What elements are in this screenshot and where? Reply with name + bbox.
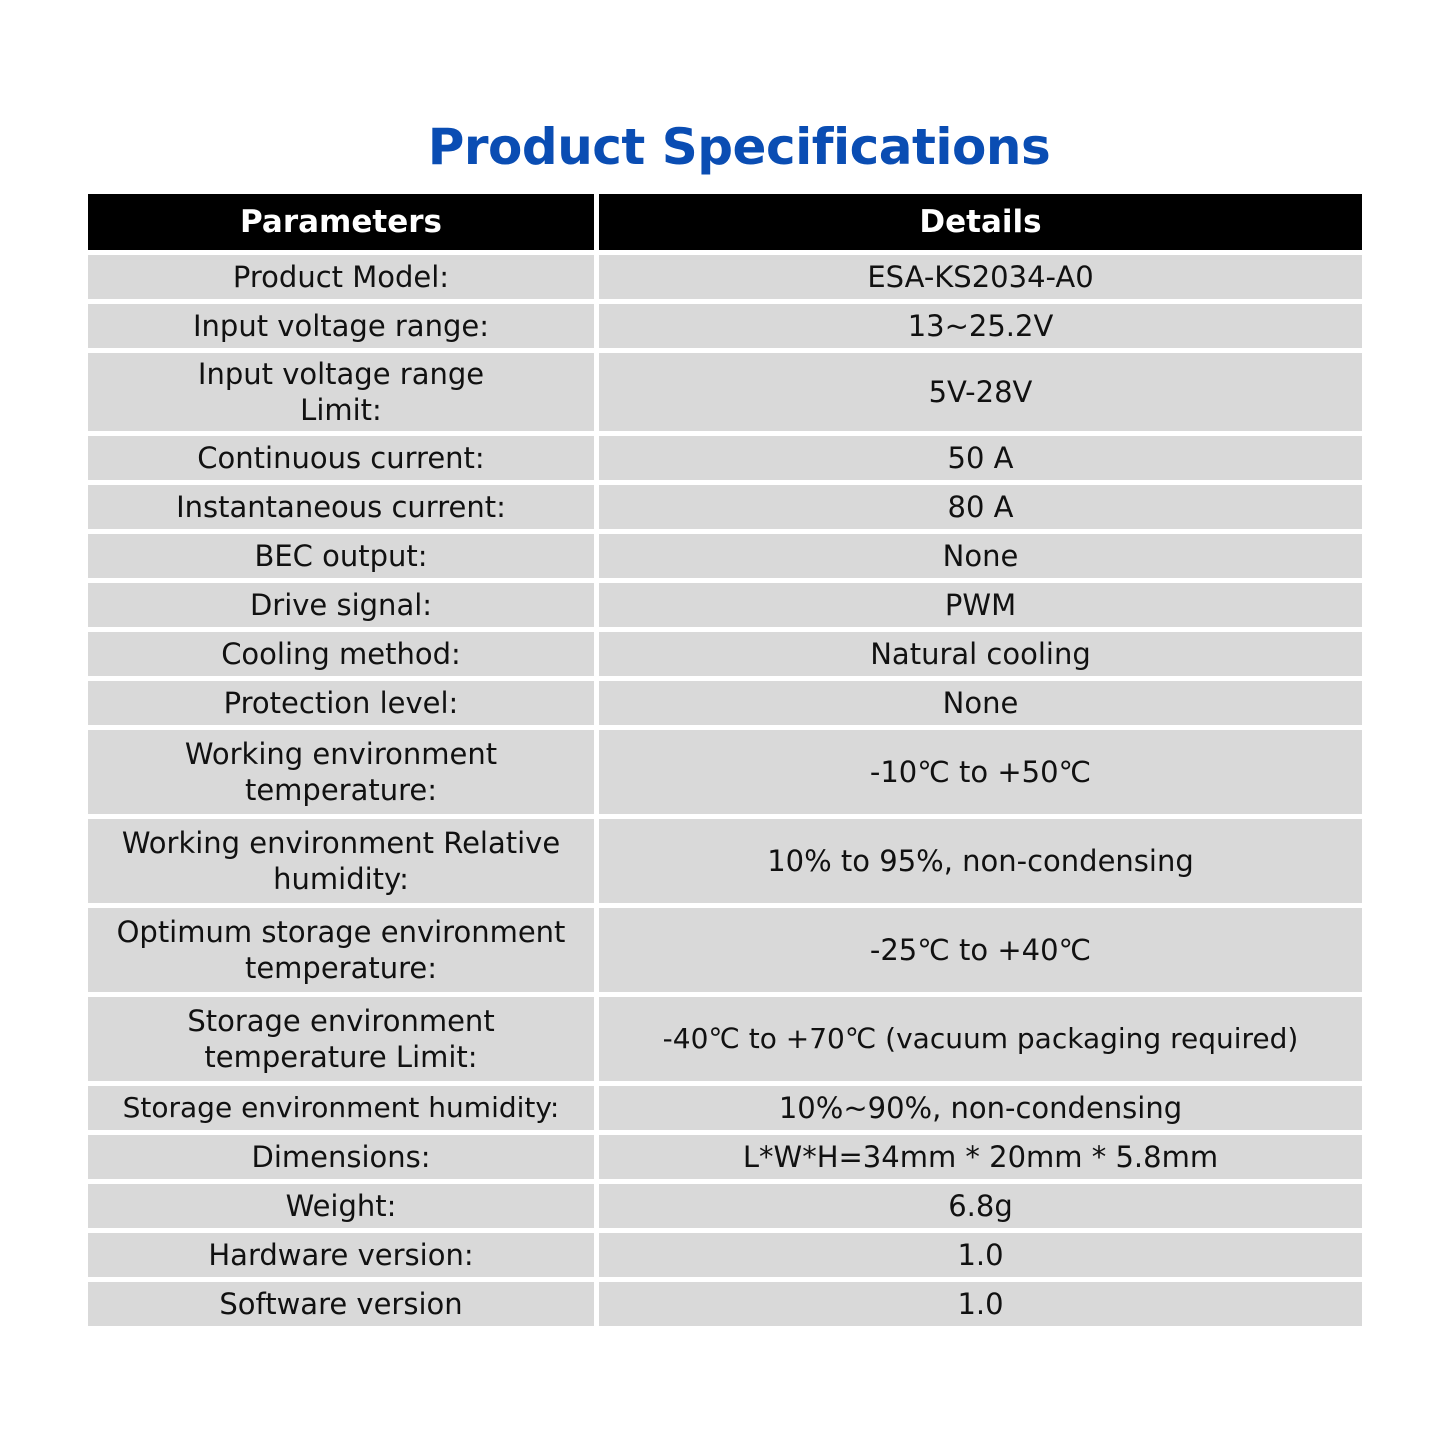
- table-row: [88, 1184, 1362, 1233]
- table-row: [88, 485, 1362, 534]
- table-row: [88, 1086, 1362, 1135]
- table-row: [88, 353, 1362, 436]
- table-row: [88, 583, 1362, 632]
- row-detail: 80 A: [599, 485, 1362, 534]
- row-parameter-text: Input voltage range Limit:: [197, 357, 485, 427]
- table-row: [88, 1233, 1362, 1282]
- row-detail: 1.0: [599, 1282, 1362, 1331]
- table-row: [88, 1135, 1362, 1184]
- row-detail: 10% to 95%, non-condensing: [599, 819, 1362, 908]
- table-row: [88, 819, 1362, 908]
- row-parameter: Hardware version:: [88, 1233, 599, 1282]
- table-row: [88, 304, 1362, 353]
- row-parameter: [88, 908, 599, 997]
- table-row: [88, 632, 1362, 681]
- row-parameter-text: Working environment temperature:: [184, 737, 498, 807]
- row-detail: -25℃ to +40℃: [599, 908, 1362, 997]
- page-title: Product Specifications: [427, 118, 1051, 176]
- row-parameter: Dimensions:: [88, 1135, 599, 1184]
- row-parameter: BEC output:: [88, 534, 599, 583]
- row-detail: 10%~90%, non-condensing: [599, 1086, 1362, 1135]
- row-detail: 1.0: [599, 1233, 1362, 1282]
- row-detail: 6.8g: [599, 1184, 1362, 1233]
- row-parameter: Drive signal:: [88, 583, 599, 632]
- row-detail: None: [599, 534, 1362, 583]
- row-parameter: [88, 730, 599, 819]
- header-details: Details: [599, 194, 1362, 255]
- row-parameter: Continuous current:: [88, 436, 599, 485]
- row-detail: 5V-28V: [599, 353, 1362, 436]
- row-detail: 13~25.2V: [599, 304, 1362, 353]
- row-parameter-text: Storage environment temperature Limit:: [187, 1004, 495, 1074]
- row-parameter: [88, 997, 599, 1086]
- header-parameters: Parameters: [88, 194, 599, 255]
- row-detail: None: [599, 681, 1362, 730]
- specifications-table: [88, 194, 1362, 1331]
- table-row: [88, 730, 1362, 819]
- table-row: [88, 436, 1362, 485]
- table-row: [88, 534, 1362, 583]
- table-header-row: [88, 194, 1362, 255]
- row-detail: L*W*H=34mm * 20mm * 5.8mm: [599, 1135, 1362, 1184]
- row-parameter: Cooling method:: [88, 632, 599, 681]
- row-parameter: Instantaneous current:: [88, 485, 599, 534]
- row-detail: PWM: [599, 583, 1362, 632]
- table-row: [88, 1282, 1362, 1331]
- row-parameter-text: Working environment Relative humidity:: [121, 826, 561, 896]
- row-parameter: Weight:: [88, 1184, 599, 1233]
- row-detail: -40℃ to +70℃ (vacuum packaging required): [599, 997, 1362, 1086]
- table-row: [88, 908, 1362, 997]
- row-parameter: Storage environment humidity:: [88, 1086, 599, 1135]
- row-parameter: Software version: [88, 1282, 599, 1331]
- table-row: [88, 255, 1362, 304]
- row-detail: ESA-KS2034-A0: [599, 255, 1362, 304]
- table-row: [88, 997, 1362, 1086]
- row-parameter: [88, 819, 599, 908]
- row-parameter: Input voltage range:: [88, 304, 599, 353]
- row-detail: Natural cooling: [599, 632, 1362, 681]
- row-parameter: [88, 353, 599, 436]
- row-detail: -10℃ to +50℃: [599, 730, 1362, 819]
- row-parameter: Protection level:: [88, 681, 599, 730]
- row-parameter: Product Model:: [88, 255, 599, 304]
- row-parameter-text: Optimum storage environment temperature:: [116, 915, 566, 985]
- row-detail: 50 A: [599, 436, 1362, 485]
- table-row: [88, 681, 1362, 730]
